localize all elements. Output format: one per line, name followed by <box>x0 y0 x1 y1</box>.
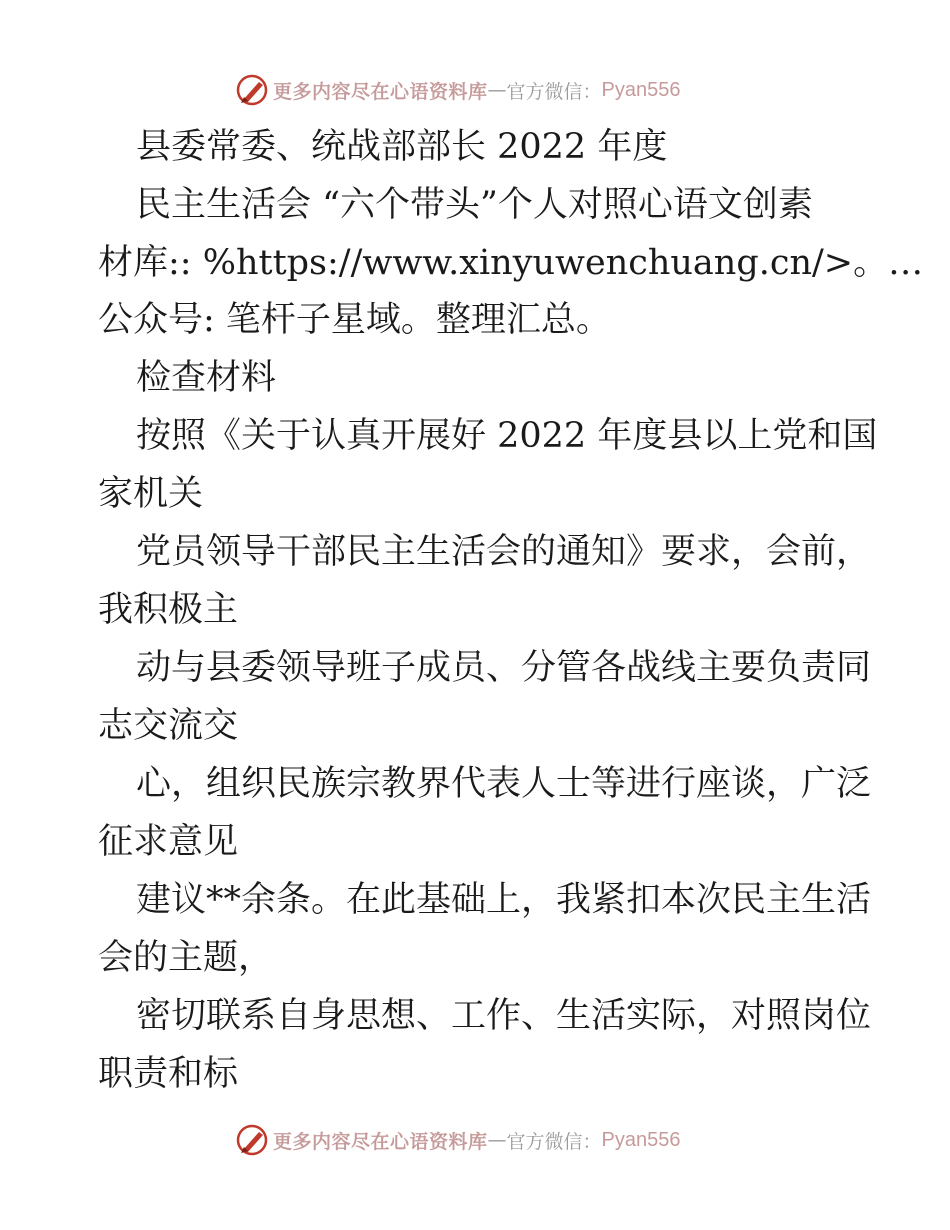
text-line: 密切联系自身思想、工作、生活实际，对照岗位 <box>136 996 872 1036</box>
text-line: 志交流交 <box>98 706 239 746</box>
watermark-wechat-label: 官方微信： <box>506 1130 602 1153</box>
text-line: 征求意见 <box>98 822 239 862</box>
watermark-separator: — <box>487 1129 507 1151</box>
text-line: 检查材料 <box>136 358 277 398</box>
pen-logo-icon <box>235 73 269 107</box>
watermark-header <box>235 72 681 108</box>
watermark-main-text: 更多内容尽在心语资料库 <box>273 1130 488 1153</box>
text-line: 县委常委、统战部部长 2022 年度 <box>136 127 668 167</box>
text-line: 按照《关于认真开展好 2022 年度县以上党和国 <box>136 416 878 456</box>
text-line: 党员领导干部民主生活会的通知》要求，会前， <box>136 532 872 572</box>
text-line: 我积极主 <box>98 590 239 630</box>
watermark-wechat-id: Pyan556 <box>601 78 681 101</box>
text-line: 动与县委领导班子成员、分管各战线主要负责同 <box>136 648 872 688</box>
text-line: 家机关 <box>98 474 204 514</box>
watermark-wechat-label: 官方微信： <box>506 80 602 103</box>
text-line: 建议**余条。在此基础上，我紧扣本次民主生活 <box>136 880 872 920</box>
watermark-main-text: 更多内容尽在心语资料库 <box>273 80 488 103</box>
watermark-footer <box>235 1122 681 1158</box>
watermark-separator: — <box>487 79 507 101</box>
text-line: 心，组织民族宗教界代表人士等进行座谈，广泛 <box>136 764 872 804</box>
text-line: 材库:: %https://www.xinyuwenchuang.cn/>。… <box>98 243 924 283</box>
pen-logo-icon <box>235 1123 269 1157</box>
text-line: 会的主题， <box>98 938 274 978</box>
watermark-wechat-id: Pyan556 <box>601 1128 681 1151</box>
text-line: 公众号: 笔杆子星域。整理汇总。 <box>98 300 611 340</box>
text-line: 职责和标 <box>98 1054 239 1094</box>
text-line: 民主生活会 “六个带头”个人对照心语文创素 <box>136 185 813 225</box>
